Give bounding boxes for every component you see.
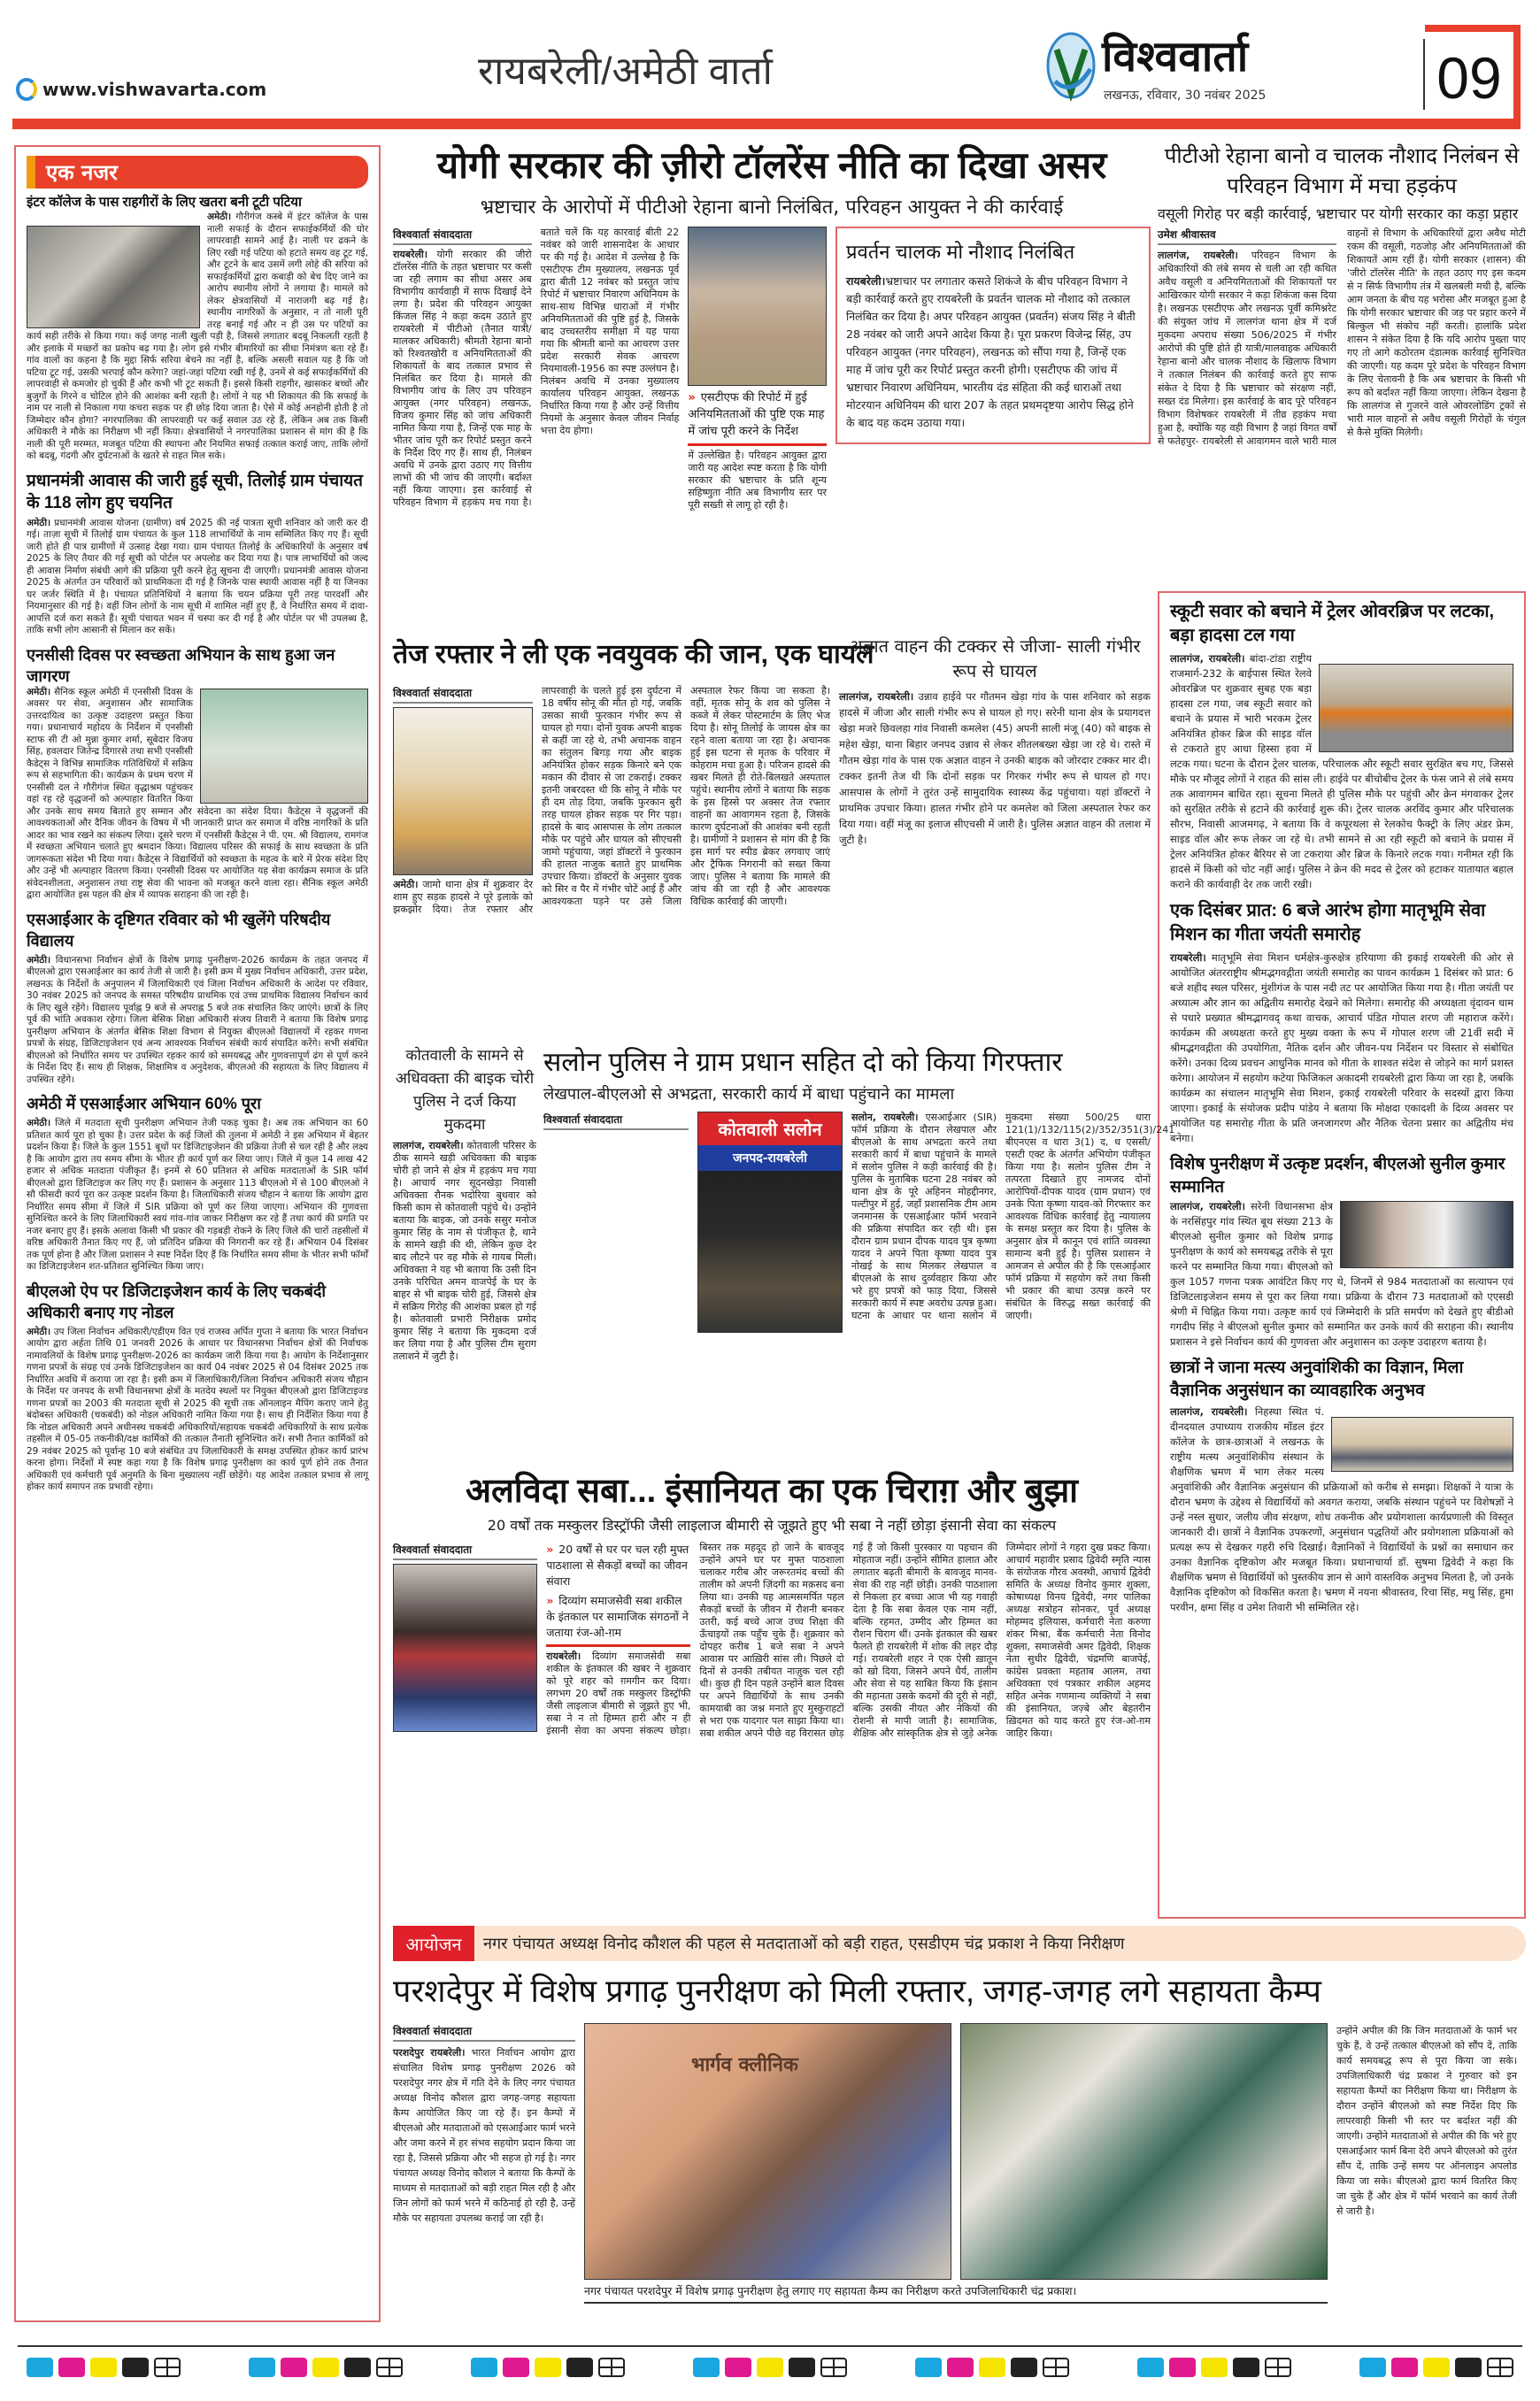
dateline-place: लालगंज, रायबरेली। bbox=[1170, 652, 1245, 665]
station-sign: कोतवाली सलोन bbox=[698, 1112, 842, 1145]
byline: विश्ववार्ता संवाददाता bbox=[393, 685, 533, 704]
lead-subhead: भ्रष्टाचार के आरोपों में पीटीओ रेहाना बानो निलंबित, परिवहन आयुक्त ने की कार्रवाई bbox=[480, 196, 1064, 219]
highlight-item bbox=[546, 1542, 690, 1589]
ncc-march-photo bbox=[200, 689, 368, 804]
article-body: जामो थाना क्षेत्र में शुक्रवार देर शाम हुए सड़क हादसे ने पूरे इलाके को झकझोर दिया। तेज रफ्तार और लापरवाही के चलते हुई इस दुर्घटना में 18 वर्षीय सोनू की मौत हो गई, जबकि उसका साथी फुरकान गंभीर रूप से घायल हो गया। दोनों युवक अपनी बाइक से कहीं जा रहे थे, तभी अचानक वाहन का संतुलन बिगड़ गया और बाइक अनियंत्रित होकर सड़क किनारे बने एक मकान की दीवार से जा टकराई। टक्कर इतनी जबरदस्त थी कि सोनू ने मौके पर ही दम तोड़ दिया, जबकि फुरकान बुरी तरह घायल होकर सड़क पर गिर पड़ा। हादसे के बाद आसपास के लोग तत्काल मौके पर पहुंचे और घायल को सीएचसी जामो पहुंचाया, जहां डॉक्टरों ने फुरकान की हालत नाजुक बताते हुए प्राथमिक उपचार किया। डॉक्टरों के अनुसार युवक को सिर व पैर में गंभीर चोटें आई हैं और आवश्यकता पड़ने पर उसे जिला अस्पताल रेफर किया जा सकता है। वहीं, मृतक सोनू के शव को पुलिस ने कब्जे में लेकर पोस्टमार्टम के लिए भेज दिया है। सोनू तिलोई के जायस क्षेत्र का रहने वाला बताया जा रहा है। अचानक हुई इस घटना से मृतक के परिवार में कोहराम मचा हुआ है। परिजन हादसे की खबर मिलते ही रोते-बिलखते अस्पताल पहुंचे। स्थानीय लोगों ने बताया कि सड़क के इस हिस्से पर अक्सर तेज रफ्तार वाहनों का आवागमन रहता है, जिसके कारण दुर्घटनाओं की आशंका बनी रहती है। ग्रामीणों ने प्रशासन से मांग की है कि इस मार्ग पर स्पीड ब्रेकर लगवाए जाएं और ट्रैफिक निगरानी को सख्त किया जाए। पुलिस ने बताया कि मामले की जांच की जा रही है और आवश्यक विधिक कार्रवाई की जाएगी। bbox=[393, 685, 830, 915]
dateline-place: रायबरेली। bbox=[546, 1651, 581, 1662]
dateline-place: अमेठी। bbox=[27, 954, 51, 966]
article-body: बांदा-टांडा राष्ट्रीय राजमार्ग-232 के बाईपास स्थित रेलवे ओवरब्रिज पर शुक्रवार सुबह एक बड़ा हादसा टल गया, जब स्कूटी सवार को बचाने के प्रयास में भारी भरकम ट्रेलर अनियंत्रित होकर ब्रिज की साइड वॉल से टकराते हुए आधा हिस्सा हवा में लटक गया। घटना के दौरान ट्रेलर चालक, परिचालक और स्कूटी सवार सुरक्षित बच गए, जिससे मौके पर मौजूद लोगों ने राहत की सांस ली। हाईवे पर बीचोबीच ट्रेलर के फंस जाने से लंबे समय तक आवागमन बाधित रहा। सूचना मिलते ही पुलिस मौके पर पहुंची और क्रेन मंगवाकर ट्रेलर को सुरक्षित तरीके से हटाने की कार्रवाई शुरू की। ट्रेलर चालक अरविंद कुमार और परिचालक सौरभ, निवासी आजमगढ़, ने बताया कि वे कपूरथला से रेलकोच फैक्ट्री के लिए अंडर फ्रेम, साइड वॉल और रूफ लेकर जा रहे थे। तभी सामने से आ रही स्कूटी को बचाने के प्रयास में ट्रेलर अनियंत्रित होकर बैरियर से जा टकराया और ब्रिज के किनारे लटक गया। गनीमत रही कि हादसे में किसी को चोट नहीं आई। पुलिस ने क्रेन की मदद से ट्रेलर को हटाकर यातायात बहाल कराने की कार्यवाही देर तक जारी रखी। bbox=[1170, 652, 1513, 890]
news-item bbox=[27, 194, 368, 463]
byline: उमेश श्रीवास्तव bbox=[1158, 227, 1336, 245]
article-body: जिले में मतदाता सूची पुनरीक्षण अभियान तेजी पकड़ चुका है। अब तक अभियान का 60 प्रतिशत कार्य पूरा हो चुका है। उत्तर प्रदेश के कई जिलों की तुलना में अमेठी ने इस अभियान में बेहतर प्रदर्शन किया है। जिले के कुल 1551 बूथों पर डिजिटाइजेशन की प्रक्रिया तेजी से चल रही है और लक्ष्य है कि आयोग द्वारा तय समय सीमा के भीतर ही कार्य पूर्ण कर लिया जाए। जिले में कुल 14 लाख 42 हजार से अधिक मतदाता पंजीकृत हैं। इनमें से 60 प्रतिशत से अधिक मतदाताओं के SIR फॉर्म बीएलओ द्वारा डिजिटाइज कर लिए गए हैं। प्रशासन के अनुसार 113 बीएलओ में से 100 बीएलओ ने सौ फीसदी कार्य पूरा कर उत्कृष्ट प्रदर्शन किया है। जिलाधिकारी संजय चौहान ने बताया कि आयोग द्वारा निर्धारित समय सीमा में जिले में SIR प्रक्रिया को पूर्ण कर लिया जाएगा। अभियान की गुणवत्ता सुनिश्चित करने के लिए जिलाधिकारी स्वयं गांव-गांव जाकर निरीक्षण कर रहे हैं तथा कार्य की प्रगति पर नजर बनाए हुए हैं। इसके अलावा किसी भी प्रकार की गड़बड़ी रोकने के लिए जिले की चारों तहसीलों में वरिष्ठ अधिकारी तैनात किए गए हैं, जो प्रतिदिन प्रक्रिया की निगरानी कर रहे हैं। अभियान 04 दिसंबर तक पूर्ण होना है और जिला प्रशासन ने स्पष्ट निर्देश दिए हैं कि निर्धारित समय सीमा के भीतर सभी फॉर्मों का डिजिटाइजेशन शत-प्रतिशत सुनिश्चित किया जाए। bbox=[27, 1118, 369, 1272]
headline: बीएलओ ऐप पर डिजिटाइजेशन कार्य के लिए चकबंदी अधिकारी बनाए गए नोडल bbox=[27, 1281, 327, 1321]
color-swatch bbox=[281, 2358, 307, 2377]
byline: विश्ववार्ता संवाददाता bbox=[393, 2023, 575, 2042]
article-body: कोतवाली परिसर के ठीक सामने खड़ी अधिवक्ता की बाइक चोरी हो जाने से क्षेत्र में हड़कंप मच गया है। आचार्य नगर सूदनखेड़ा निवासी अधिवक्ता रौनक भदोरिया बुधवार को किसी काम से कोतवाली पहुंचे थे। उन्होंने बताया कि बाइक, जो उनके ससुर मनोज कुमार सिंह के नाम से पंजीकृत है, थाने के सामने खड़ी की थी, लेकिन कुछ देर बाद लौटने पर वह मौके से गायब मिली। अधिवक्ता ने यह भी बताया कि उसी दिन उनके परिचित अमन वाजपेई के घर के बाहर से भी बाइक चोरी हुई, जिससे क्षेत्र में सक्रिय गिरोह की आशंका प्रबल हो गई है। कोतवाली प्रभारी निरीक्षक प्रमोद कुमार सिंह ने बताया कि मुकदमा दर्ज कर लिया गया है और पुलिस टीम सुराग तलाशने में जुटी है। bbox=[393, 1140, 536, 1362]
color-bar-group bbox=[693, 2358, 847, 2377]
color-swatch bbox=[1201, 2358, 1228, 2377]
color-swatch bbox=[1391, 2358, 1418, 2377]
dateline: लखनऊ, रविवार, 30 नवंबर 2025 bbox=[1104, 88, 1267, 103]
headline: एक दिसंबर प्रात: 6 बजे आरंभ होगा मातृभूमि सेवा मिशन का गीता जयंती समारोह bbox=[1170, 901, 1486, 944]
chevron-bullet-icon: » bbox=[546, 1543, 554, 1556]
color-swatch bbox=[471, 2358, 497, 2377]
pull-quote bbox=[688, 389, 827, 446]
color-swatch bbox=[757, 2358, 783, 2377]
color-bar-group bbox=[27, 2358, 181, 2377]
students-bus-photo bbox=[1331, 1417, 1513, 1472]
side-accident-item bbox=[839, 634, 1151, 848]
headline: एनसीसी दिवस पर स्वच्छता अभियान के साथ हुआ जन जागरण bbox=[27, 645, 335, 685]
photo-caption: नगर पंचायत परशदेपुर में विशेष प्रगाढ़ पुनरीक्षण हेतु लगाए गए सहायता कैम्प का निरीक्षण करते उपजिलाधिकारी चंद्र प्रकाश। bbox=[584, 2280, 1328, 2304]
event-banner-text: नगर पंचायत अध्यक्ष विनोद कौशल की पहल से मतदाताओं को बड़ी राहत, एसडीएम चंद्र प्रकाश ने किया निरीक्षण bbox=[483, 1935, 1125, 1953]
news-item bbox=[27, 1281, 368, 1494]
article-body-col4: उन्होंने अपील की कि जिन मतदाताओं के फार्म भर चुके हैं, वे उन्हें तत्काल बीएलओ को सौंप दें, ताकि कार्य समयबद्ध रूप से पूरा किया जा सके। उपजिलाधिकारी चंद्र प्रकाश ने गुरुवार को इन सहायता कैम्पों का निरीक्षण किया था। निरीक्षण के दौरान उन्होंने बीएलओ को स्पष्ट निर्देश दिए कि लापरवाही किसी भी स्तर पर बर्दाश्त नहीं की जाएगी। उन्होंने मतदाताओं से अपील की कि भरे हुए एसआईआर फार्म बिना देरी अपने बीएलओ को तुरंत सौंप दें, ताकि उन्हें समय पर ऑनलाइन अपलोड किया जा सके। बीएलओ द्वारा फार्म वितरित किए जा चुके हैं और क्षेत्र में फॉर्म भरवाने का कार्य तेजी से जारी है। bbox=[1336, 2025, 1517, 2217]
sidebar-headline: प्रवर्तन चालक मो नौशाद निलंबित bbox=[846, 241, 1075, 263]
color-swatch bbox=[58, 2358, 85, 2377]
news-item bbox=[27, 909, 368, 1087]
dateline-place: अमेठी। bbox=[27, 1118, 51, 1128]
color-swatch bbox=[947, 2358, 974, 2377]
victim-photo bbox=[393, 707, 533, 875]
dateline-place: रायबरेली। bbox=[393, 249, 427, 260]
color-bar-group bbox=[249, 2358, 403, 2377]
trailer-crane-photo bbox=[1319, 664, 1513, 752]
registration-crosshair-icon bbox=[154, 2358, 181, 2377]
color-swatch bbox=[693, 2358, 720, 2377]
news-item bbox=[27, 470, 368, 637]
color-swatch bbox=[1011, 2358, 1037, 2377]
right-news-box bbox=[1158, 591, 1526, 1919]
registration-crosshair-icon bbox=[820, 2358, 847, 2377]
article-body: निहस्था स्थित पं. दीनदयाल उपाध्याय राजकीय मॉडल इंटर कॉलेज के छात्र-छात्राओं ने लखनऊ के राष्ट्रीय मत्स्य अनुवांशिकीय संस्थान के शैक्षणिक भ्रमण में भाग लेकर मत्स्य अनुवांशिकी और वैज्ञानिक अनुसंधान की प्रक्रियाओं को करीब से समझा। शिक्षकों ने यात्रा के दौरान भ्रमण के उद्देश्य से विद्यार्थियों को अवगत कराया, जबकि संस्थान पहुंचने पर विशेषज्ञों ने उन्हें नस्ल सुधार, जलीय जीव संरक्षण, शोध तकनीक और प्रयोगशाला कार्यप्रणाली की विस्तृत जानकारी दी। छात्रों ने वैज्ञानिक उपकरणों, अनुसंधान पद्धतियों और प्रयोगशाला प्रक्रियाओं को प्रत्यक्ष रूप से देखकर गहरी रुचि दिखाई। वैज्ञानिकों ने विद्यार्थियों के प्रश्नों का समाधान कर उनका वैज्ञानिक दृष्टिकोण और मजबूत किया। प्रधानाचार्या डॉ. सुषमा द्विवेदी ने कहा कि शैक्षणिक भ्रमण से विद्यार्थियों को पुस्तकीय ज्ञान से आगे वास्तविक अनुभव मिलता है, जो उनके वैज्ञानिक दृष्टिकोण को विकसित करता है। भ्रमण में नयना श्रीवास्तव, रिचा सिंह, मधु सिंह, हुमा परवीन, क्षमा सिंह व उमेश तिवारी भी सम्मिलित रहे। bbox=[1170, 1405, 1513, 1613]
color-swatch bbox=[1137, 2358, 1164, 2377]
camp-story bbox=[393, 1968, 1526, 2304]
headline: विशेष पुनरीक्षण में उत्कृष्ट प्रदर्शन, बीएलओ सुनील कुमार सम्मानित bbox=[1170, 1155, 1505, 1197]
police-station-photo bbox=[697, 1112, 843, 1333]
byline: विश्ववार्ता संवाददाता bbox=[393, 227, 532, 245]
article-body: गौरीगंज कस्बे में इंटर कॉलेज के पास नाली सफाई के दौरान सफाईकर्मियों की घोर लापरवाही सामने आई है। नाली पर ढकने के लिए रखी गई पटिया को हटाते समय वह टूट गई, और टूटने के बाद उसमें लगी लोहे की सरिया को सफाईकर्मियों द्वारा कबाड़ी को बेच दिए जाने का आरोप स्थानीय लोगों ने लगाया है। मामले को लेकर क्षेत्रवासियों में नाराजगी बढ़ गई है। स्थानीय नागरिकों के अनुसार, न तो नाली पूरी तरह बनाई गई और न ही उस पर पटियों का कार्य सही तरीके से किया गया। कई जगह नाली खुली पड़ी है, जिससे लगातार बदबू निकलती रहती है और इलाके में मच्छरों का प्रकोप बढ़ गया है। लोग इसे गंभीर बीमारियों का सीधा निमंत्रण बता रहे हैं। गांव वालों का कहना है कि मुद्दा सिर्फ सरिया बेचने का नहीं है, बल्कि असली सवाल यह है कि जो पटिया टूट गई, उसकी भरपाई कौन करेगा? जहां-जहां पटिया रखी गई है, उनमें से कई सफाईकर्मियों की लापरवाही से कमजोर हो चुकी हैं और कभी भी टूट सकती हैं। इससे किसी राहगीर, खासकर बच्चों और बुजुर्गों के गिरने व चोटिल होने की आशंका बनी रहती है। लोगों ने यह भी शिकायत की कि सफाई के नाम पर नाली से निकाला गया कचरा सड़क पर ही छोड़ दिया जाता है। ऐसे में कोई अनहोनी होती है तो जिम्मेदार कौन होगा? नगरपालिका की लापरवाही पर कई सवाल उठ रहे हैं, लेकिन अब तक किसी अधिकारी ने मौके का निरीक्षण भी नहीं किया। क्षेत्रवासियों ने नगरपालिका प्रशासन से मांग की है कि नाली की पूरी मरम्मत, मजबूत पटिया की स्थापना और नियमित सफाई तत्काल कराई जाए, ताकि लोगों को बदबू, गंदगी और दुर्घटनाओं के खतरे से राहत मिल सके। bbox=[27, 212, 368, 461]
article-body: भारत निर्वाचन आयोग द्वारा संचालित विशेष प्रगाढ़ पुनरीक्षण 2026 को परशदेपुर नगर क्षेत्र में गति देने के लिए नगर पंचायत अध्यक्ष विनोद कौशल द्वारा जगह-जगह सहायता कैम्प आयोजित किए जा रहे हैं। इन कैम्पों में बीएलओ और मतदाताओं को एसआईआर फार्म भरने और जमा करने में हर संभव सहयोग प्रदान किया जा रहा है, जिससे प्रक्रिया और भी सहज हो गई है। नगर पंचायत अध्यक्ष विनोद कौशल ने बताया कि कैम्पों के माध्यम से मतदाताओं को बड़ी राहत मिल रही है और जिन लोगों को फार्म भरने में कठिनाई हो रही है, उन्हें मौके पर सहायता उपलब्ध कराई जा रही है। bbox=[393, 2047, 575, 2224]
highlight-text: 20 वर्षों से घर पर चल रही मुफ्त पाठशाला से सैकड़ों बच्चों का जीवन संवारा bbox=[546, 1543, 689, 1588]
color-swatch bbox=[789, 2358, 815, 2377]
camp-photo-2 bbox=[960, 2023, 1328, 2280]
broken-slab-photo bbox=[27, 226, 200, 328]
website-link[interactable] bbox=[16, 78, 266, 101]
color-bar-group bbox=[471, 2358, 625, 2377]
article-body: एसआईआर (SIR) फॉर्म प्रक्रिया के दौरान लेखपाल और बीएलओ के साथ अभद्रता करने तथा सरकारी कार्य में बाधा पहुंचाने के मामले में सलोन पुलिस ने कड़ी कार्रवाई की है। पुलिस के मुताबिक घटना 28 नवंबर को थाना क्षेत्र के पूरे अहिनन मोहद्दीनगर, पल्टीपुर में हुई, जहाँ प्रशासनिक टीम आम जनमानस के एसआईआर फॉर्म भरवाने की प्रक्रिया संपादित कर रही थी। इस दौरान ग्राम प्रधान दीपक यादव पुत्र कृष्णा यादव ने अपने पिता कृष्णा यादव पुत्र नोखई के साथ मिलकर लेखपाल व बीएलओ के साथ दुर्व्यवहार किया और भरे हुए प्रपत्रों को फाड़ दिया, जिससे सरकारी कार्य में स्पष्ट अवरोध उत्पन्न हुआ। घटना के आधार पर थाना सलोन में मुकदमा संख्या 500/25 धारा 121(1)/132/115(2)/352/351(3)/241 बीएनएस व धारा 3(1) द, ध एससी/एसटी एक्ट के अंतर्गत अभियोग पंजीकृत किया गया है। सलोन पुलिस टीम ने तत्परता दिखाते हुए नामजद दोनों आरोपियों-दीपक यादव (ग्राम प्रधान) एवं उनके पिता कृष्णा यादव-को गिरफ्तार कर आवश्यक विधिक कार्रवाई हेतु न्यायालय के समक्ष प्रस्तुत कर दिया है। पुलिस के अनुसार क्षेत्र में कानून एवं शांति व्यवस्था सामान्य बनी हुई है। पुलिस प्रशासन ने आमजन से अपील की है कि एसआईआर फॉर्म प्रक्रिया में सहयोग करें तथा किसी भी प्रकार की बाधा उत्पन्न करने पर संबंधित के विरुद्ध सख्त कार्रवाई की जाएगी। bbox=[851, 1112, 1175, 1321]
article-body: सैनिक स्कूल अमेठी में एनसीसी दिवस के अवसर पर सेवा, अनुशासन और सामाजिक उत्तरदायित्व का उत्कृष्ट उदाहरण प्रस्तुत किया गया। प्रधानाचार्य महोदय के निर्देशन में एनसीसी स्टाफ सी टी ओ मुन्ना कुमार शर्मा, सूबेदार विजय सिंह, हवलदार जितेन्द्र दिगारसे तथा सभी एनसीसी कैडेट्स ने विभिन्न सामाजिक गतिविधियों में सक्रिय रूप से सहभागिता की। कार्यक्रम के प्रथम चरण में एनसीसी दल ने गौरीगंज स्थित वृद्धाश्रम पहुंचकर वहां रह रहे वृद्धजनों को अल्पाहार वितरित किया और उनके साथ समय बिताते हुए सम्मान और संवेदना का संदेश दिया। कैडेट्स ने वृद्धजनों की आवश्यकताओं और दैनिक जीवन के विषय में भी जानकारी प्राप्त कर समाज में वरिष्ठ नागरिकों के प्रति आदर का भाव रखने का संकल्प लिया। दूसरे चरण में एनसीसी कैडेट्स ने पी. एम. श्री विद्यालय, रामगंज में स्वच्छता अभियान चलाते हुए श्रमदान किया। विद्यालय परिसर की सफाई के साथ स्वच्छता के प्रति जागरूकता संदेश भी दिया गया। कैडेट्स ने विद्यार्थियों को स्वच्छता के महत्व के बारे में प्रेरक संदेश दिए और उन्हें भी अल्पाहार वितरण किया। एनसीसी दिवस पर आयोजित यह सेवा कार्यक्रम समाज के प्रति संवेदनशीलता, अनुशासन तथा राष्ट्र सेवा की भावना को मजबूत करने वाला रहा। सैनिक स्कूल अमेठी द्वारा आयोजित इस पहल की क्षेत्र में व्यापक सराहना की जा रही है। bbox=[27, 686, 368, 900]
highlight-text: दिव्यांग समाजसेवी सबा शकील के इंतकाल पर सामाजिक संगठनों ने जताया रंज-ओ-ग़म bbox=[546, 1594, 689, 1639]
color-swatch bbox=[915, 2358, 942, 2377]
bike-theft-story bbox=[393, 1044, 536, 1363]
subhead: लेखपाल-बीएलओ से अभद्रता, सरकारी कार्य में बाधा पहुंचाने का मामला bbox=[543, 1085, 955, 1104]
footer-rule bbox=[18, 2345, 1522, 2347]
color-swatch bbox=[1169, 2358, 1196, 2377]
dateline-place: रायबरेली। bbox=[846, 274, 886, 288]
headline: अलविदा सबा... इंसानियत का एक चिराग़ और बुझा bbox=[465, 1473, 1079, 1510]
article-body: उप जिला निर्वाचन अधिकारी/एडीएम वित एवं राजस्व अर्पित गुप्ता ने बताया कि भारत निर्वाचन आयोग द्वारा अर्हता तिथि 01 जनवरी 2026 के आधार पर विधानसभा निर्वाचन क्षेत्रों की निर्वाचक नामावलियों के विशेष प्रगाढ़ पुनरीक्षण-2026 का कार्यक्रम जारी किया गया है। आयोग के निर्देशानुसार गणना प्रपत्रों के संग्रह एवं उनके डिजिटाइजेशन का कार्य 04 नवंबर 2025 से 04 दिसंबर 2025 तक निर्धारित अवधि में कराया जा रहा है। इसी क्रम में जिलाधिकारी/जिला निर्वाचन अधिकारी संजय चौहान के निर्देश पर जनपद के सभी विधानसभा क्षेत्रों के मतदेय स्थलों पर नियुक्त बीएलओ द्वारा डिजिटाइज्ड गणना प्रपत्रों का 2003 की मतदाता सूची से 2025 की सूची तक ऑनलाइन मैपिंग कराए जाने हेतु बंदोबस्त अधिकारी (चकबंदी) को नोडल अधिकारी नामित किया गया है। साथ ही निर्देशित किया गया है कि नोडल अधिकारी अपने अधीनस्थ चकबंदी अधिकारियों/सहायक चकबंदी अधिकारियों के साथ प्रत्येक तहसील में 05-05 तकनीकी/दक्ष कार्मिकों की तत्काल तैनाती सुनिश्चित करें। सभी तैनात कार्मिकों को 29 नवंबर 2025 को पूर्वान्ह 10 बजे संबंधित उप जिलाधिकारी के समक्ष उपस्थित होकर कार्य प्रारंभ करना होगा। निर्देशों में स्पष्ट कहा गया है कि विशेष प्रगाढ़ पुनरीक्षण का कार्य पूर्ण होने तक तैनात अधिकारी एवं कर्मचारी पूर्व अनुमति के बिना मुख्यालय नहीं छोड़ेंगे। यह आदेश तत्काल प्रभाव से लागू होकर कार्य समापन तक प्रभावी रहेगा। bbox=[27, 1326, 368, 1492]
district-sign: जनपद-रायबरेली bbox=[698, 1145, 842, 1171]
color-swatch bbox=[1233, 2358, 1259, 2377]
color-swatch bbox=[1423, 2358, 1450, 2377]
highlight-item bbox=[546, 1593, 690, 1641]
headline: परशदेपुर में विशेष प्रगाढ़ पुनरीक्षण को मिली रफ्तार, जगह-जगह लगे सहायता कैम्प bbox=[393, 1973, 1321, 2009]
dateline-place: लालगंज, रायबरेली। bbox=[1170, 1200, 1246, 1212]
news-item bbox=[1170, 1153, 1513, 1350]
article-body: उन्नाव हाईवे पर गौतमन खेड़ा गांव के पास शनिवार को सड़क हादसे में जीजा और साली गंभीर रूप से घायल हो गए। सरेनी थाना क्षेत्र के प्रयागदत्त खेड़ा मजरे छिवलहा गांव निवासी कमलेश (45) अपनी साली मंजू (40) को बाइक से महेश खेड़ा, थाना बिहार जनपद उन्नाव से लेकर शीतलबख्श खेड़ा जा रहे थे। रास्ते में गौतम खेड़ा गांव के पास एक अज्ञात वाहन ने उनकी बाइक को जोरदार टक्कर मार दी। टक्कर इतनी तेज थी कि दोनों सड़क पर गिरकर गंभीर रूप से घायल हो गए। आसपास के लोगों ने तुरंत उन्हें सामुदायिक स्वास्थ्य केंद्र पहुंचाया। यहां डॉक्टरों ने प्राथमिक उपचार किया। हालत गंभीर होने पर कमलेश को जिला अस्पताल रेफर कर दिया गया। वहीं मंजू का इलाज सीएचसी में जारी है। पुलिस अज्ञात वाहन की तलाश में जुटी है। bbox=[839, 690, 1151, 846]
color-swatch bbox=[503, 2358, 529, 2377]
news-item bbox=[1170, 600, 1513, 892]
article-body: दिव्यांग समाजसेवी सबा शकील के इंतकाल की खबर ने शुक्रवार को पूरे शहर को ग़मगीन कर दिया। लगभग 20 वर्षों तक मस्कुलर डिस्ट्रॉफी जैसी लाइलाज बीमारी से जूझते हुए भी, सबा ने न तो हिम्मत हारी और न ही इंसानी सेवा का अपना संकल्प छोड़ा। बिस्तर तक महदूद हो जाने के बावजूद उन्होंने अपने घर पर मुफ्त पाठशाला चलाकर गरीब और जरूरतमंद बच्चों की तालीम को अपनी ज़िंदगी का मक़सद बना लिया था। उनकी यह आत्मसमर्पित पहल सैकड़ों बच्चों के जीवन में रौशनी बनकर उतरी, कई बच्चे आज उच्च शिक्षा की ऊँचाइयों तक पहुँच चुके हैं। शुक्रवार को दोपहर करीब 1 बजे सबा ने अपने आवास पर आख़िरी सांस ली। पिछले दो दिनों से उनकी तबीयत नाज़ुक चल रही थी। कुछ ही दिन पहले उन्होंने बाल दिवस पर अपने विद्यार्थियों के साथ उनकी कामयाबी का जश्न मनाते हुए मुस्कुराहटों से भरा एक यादगार पल साझा किया था। सबा शकील अपने पीछे वह विरासत छोड़ गई हैं जो किसी पुरस्कार या पहचान की मोहताज नहीं। उन्होंने सीमित हालात और लगातार बढ़ती बीमारी के बावजूद मानव-सेवा की राह नहीं छोड़ी। उनकी पाठशाला से निकला हर बच्चा आज भी यह गवाही देता है कि सबा केवल एक नाम नहीं, बल्कि रहमत, उम्मीद और हिम्मत का रौशन चिराग थीं। उनके इंतकाल की खबर फैलते ही रायबरेली में शोक की लहर दौड़ गई। रायबरेली शहर ने एक ऐसी ख़ातून को खो दिया, जिसने अपने धैर्य, तालीम और सेवा से यह साबित किया कि इंसान की महानता उसके कदमों की दूरी से नहीं, बल्कि उसकी नीयत और नेकियों की रोशनी से मापी जाती है। सामाजिक, शैक्षिक और सांस्कृतिक क्षेत्र से जुड़े अनेक जिम्मेदार लोगों ने गहरा दुख प्रकट किया। आचार्य महावीर प्रसाद द्विवेदी स्मृति न्यास के संयोजक गौरव अवस्थी, आचार्य द्विवेदी समिति के अध्यक्ष विनोद कुमार शुक्ला, कोषाध्यक्ष विनय द्विवेदी, नगर पालिका अध्यक्ष सत्रोहन सोनकर, पूर्व अध्यक्ष मोहम्मद इलियास, कर्मचारी नेता करुणा शंकर मिश्रा, बैंक कर्मचारी नेता विनोद शुक्ला, समाजसेवी अमर द्विवेदी, शिक्षक नेता सुधीर द्विवेदी, चंद्रमणि बाजपेई, कांग्रेस प्रवक्ता महताब आलम, तथा अधिवक्ता एवं पत्रकार शकील अहमद सहित अनेक गणमान्य व्यक्तियों ने सबा की इंसानियत, जज़्बे और बेहतरीन ख़िदमत को याद करते हुए रंज-ओ-ग़म जाहिर किया। bbox=[546, 1542, 1151, 1739]
news-item bbox=[1170, 899, 1513, 1146]
subhead: 20 वर्षों तक मस्कुलर डिस्ट्रॉफी जैसी लाइलाज बीमारी से जूझते हुए भी सबा ने नहीं छोड़ा इंसानी सेवा का संकल्प bbox=[487, 1517, 1057, 1534]
dateline-place: लालगंज, रायबरेली। bbox=[393, 1140, 464, 1151]
page-number-box bbox=[1425, 25, 1521, 129]
headline: अमेठी में एसआईआर अभियान 60% पूरा bbox=[27, 1095, 261, 1112]
dateline-place: अमेठी। bbox=[27, 1326, 51, 1337]
headline: कोतवाली के सामने से अधिवक्ता की बाइक चोरी पुलिस ने दर्ज किया मुकदमा bbox=[395, 1047, 535, 1134]
color-swatch bbox=[566, 2358, 593, 2377]
event-tag: आयोजन bbox=[393, 1926, 474, 1961]
color-swatch bbox=[90, 2358, 117, 2377]
section-tag: एक नजर bbox=[27, 156, 368, 189]
vishwavarta-logo-icon bbox=[1046, 30, 1096, 103]
section-title: रायबरेली/अमेठी वार्ता bbox=[478, 50, 773, 93]
chevron-bullet-icon: » bbox=[688, 391, 696, 404]
article-body: विधानसभा निर्वाचन क्षेत्रों के विशेष प्रगाढ़ पुनरीक्षण-2026 कार्यक्रम के तहत जनपद में बीएलओ द्वारा एसआईआर का कार्य तेजी से जारी है। इसी क्रम में मुख्य निर्वाचन अधिकारी, उत्तर प्रदेश, लखनऊ के निर्देशों के अनुपालन में जिलाधिकारी एवं जिला निर्वाचन अधिकारी के आदेश पर रविवार, 30 नवंबर 2025 को जनपद के समस्त परिषदीय प्राथमिक एवं उच्च प्राथमिक विद्यालय निर्वाचन कार्य के लिए खुले रहेंगे। विद्यालय पूर्वाह्न 9 बजे से अपराह्न 5 बजे तक संचालित किए जाएंगे। छात्रों के लिए पूर्व की भांति अवकाश रहेगा। जिला बेसिक शिक्षा अधिकारी संजय तिवारी ने बताया कि विशेष प्रगाढ़ पुनरीक्षण अभियान के अंतर्गत बेसिक शिक्षा विभाग से नियुक्त बीएलओ विद्यालयों में रहकर गणना प्रपत्रों के संग्रह, डिजिटाइजेशन एवं अन्य आवश्यक निर्वाचन संबंधी कार्य संपादित करेंगे। सभी संबंधित बीएलओ को निर्धारित समय पर उपस्थित रहकर कार्य को समयबद्ध और गुणवत्तापूर्ण ढंग से पूर्ण करने के निर्देश दिए हैं। साथ ही शिक्षक, शिक्षामित्र व अनुदेशक, बीएलओ की सहायता के लिए विद्यालय में उपस्थित रहेंगे। bbox=[27, 954, 368, 1085]
registration-crosshair-icon bbox=[1043, 2358, 1069, 2377]
dateline-place: रायबरेली। bbox=[1170, 951, 1206, 964]
subhead: वसूली गिरोह पर बड़ी कार्रवाई, भ्रष्टाचार पर योगी सरकार का कड़ा प्रहार bbox=[1158, 205, 1519, 222]
saba-wheelchair-photo bbox=[393, 1564, 537, 1732]
dateline-place: सलोन, रायबरेली। bbox=[851, 1112, 919, 1123]
chevron-bullet-icon: » bbox=[546, 1594, 554, 1607]
registration-crosshair-icon bbox=[1265, 2358, 1291, 2377]
dateline-place: अमेठी। bbox=[393, 879, 419, 890]
news-item bbox=[27, 1093, 368, 1274]
clinic-sign: भार्गव क्लीनिक bbox=[691, 2054, 798, 2076]
logo-name: विश्ववार्ता bbox=[1102, 34, 1249, 81]
blo-felicitation-photo bbox=[1340, 1201, 1513, 1268]
byline: विश्ववार्ता संवाददाता bbox=[543, 1112, 689, 1130]
color-swatch bbox=[1455, 2358, 1482, 2377]
website-url: www.vishwavarta.com bbox=[42, 79, 267, 100]
dateline-place: लालगंज, रायबरेली। bbox=[1158, 250, 1238, 261]
highlights bbox=[546, 1542, 690, 1647]
color-swatch bbox=[122, 2358, 149, 2377]
headline: छात्रों ने जाना मत्स्य अनुवांशिकी का विज्ञान, मिला वैज्ञानिक अनुसंधान का व्यावहारिक अनुभव bbox=[1170, 1358, 1464, 1400]
sidebar-box bbox=[835, 227, 1151, 444]
headline: इंटर कॉलेज के पास राहगीरों के लिए खतरा बनी टूटी पटिया bbox=[27, 195, 302, 210]
dateline-place: अमेठी। bbox=[27, 517, 51, 528]
color-bar-group bbox=[1137, 2358, 1291, 2377]
color-swatch bbox=[1359, 2358, 1386, 2377]
sidebar-body: भ्रष्टाचार पर लगातार कसते शिकंजे के बीच परिवहन विभाग ने बड़ी कार्रवाई करते हुए रायबरेली के प्रवर्तन चालक मो नौशाद को तत्काल निलंबित कर दिया है। अपर परिवहन आयुक्त (प्रवर्तन) संजय सिंह ने बीती 28 नवंबर को जारी अपने आदेश किया है। पूरा प्रकरण विजेन्द्र सिंह, उप परिवहन आयुक्त (नगर परिवहन), लखनऊ को सौंपा गया है, जिन्हें एक माह में जांच पूरी कर रिपोर्ट प्रस्तुत करनी होगी। एसटीएफ की जांच में भ्रष्टाचार निवारण अधिनियम, भारतीय दंड संहिता की कई धाराओं तथा मोटरयान अधिनियम की धारा 207 के तहत प्रथमदृष्टया आरोप सिद्ध होने के बाद यह कदम उठाया गया। bbox=[846, 274, 1136, 429]
color-swatch bbox=[312, 2358, 339, 2377]
article-body: परिवहन विभाग के अधिकारियों की लंबे समय से चली आ रही कथित अवैध वसूली व अनियमितताओं की शिकायतों पर आखिरकार योगी सरकार ने कड़ा शिकंजा कस दिया है। लखनऊ एसटीएफ और लखनऊ पूर्वी कमिश्नरेट की संयुक्त जांच में लालगंज थाना क्षेत्र में दर्ज मुकदमा अपराध संख्या 506/2025 में गंभीर आरोपों की पुष्टि होते ही यात्री/मालवाहक अधिकारी रेहाना बानो और चालक नौशाद के खिलाफ विभाग ने तत्काल निलंबन की कार्रवाई करते हुए साफ संकेत दे दिया है कि भ्रष्टाचार को संरक्षण नहीं, सख्त दंड मिलेगा। इस कार्रवाई के बाद पूरे परिवहन विभाग विशेषकर रायबरेली में तीव्र हड़कंप मचा हुआ है, क्योंकि यह वही विभाग है जहां विगत वर्षों से फतेहपुर- रायबरेली से आवागमन वाले भारी माल वाहनों से विभाग के अधिकारियों द्वारा अवैध मोटी रकम की वसूली, गठजोड़ और अनियमितताओं की शिकायतें आम रहीं हैं। योगी सरकार (शासन) की 'जीरो टॉलरेंस नीति' के तहत उठाए गए इस कदम से न सिर्फ विभागीय तंत्र में खलबली मची है, बल्कि आम जनता के बीच यह भरोसा और मजबूत हुआ है कि योगी सरकार भ्रष्टाचार की जड़ पर प्रहार करने में बिल्कुल भी संकोच नहीं करती। हालांकि प्रदेश शासन ने संकेत दिया है कि यदि आरोप पुख्ता पाए गए तो आगे कठोरतम दंडात्मक कार्रवाई सुनिश्चित की जाएगी। यह कदम पूरे प्रदेश के परिवहन विभाग के लिए चेतावनी है कि अब भ्रष्टाचार के किसी भी रूप को बर्दाश्त नहीं किया जाएगा। लेकिन देखना है कि लालगंज से गुजरने वाले ओवरलोडिंग ट्रकों से भारी माल वाहनों से अवैध वसूली गिरोहों के चंगुल से कैसे मुक्ति मिलेगी। bbox=[1158, 227, 1526, 447]
header-rule bbox=[12, 119, 1521, 129]
article-body-continued: में उल्लेखित है। परिवहन आयुक्त द्वारा जारी यह आदेश स्पष्ट करता है कि योगी सरकार की भ्रष्टाचार के प्रति शून्य सहिष्णुता नीति अब विभागीय स्तर पर पूरी सख्ती से लागू हो रही है। bbox=[688, 450, 827, 511]
color-swatch bbox=[27, 2358, 53, 2377]
dateline-place: परशदेपुर रायबरेली। bbox=[393, 2047, 466, 2059]
color-swatch bbox=[249, 2358, 275, 2377]
color-swatch bbox=[344, 2358, 371, 2377]
lead-story bbox=[393, 142, 1151, 512]
pull-quote-text: एसटीएफ की रिपोर्ट में हुई अनियमितताओं की पुष्टि एक माह में जांच पूरी करने के निर्देश bbox=[688, 391, 825, 438]
registration-marks bbox=[27, 2358, 1513, 2377]
headline: स्कूटी सवार को बचाने में ट्रेलर ओवरब्रिज पर लटका, बड़ा हादसा टल गया bbox=[1170, 602, 1495, 645]
dateline-place: लालगंज, रायबरेली। bbox=[839, 690, 914, 703]
page-number: 09 bbox=[1436, 45, 1502, 111]
headline: तेज रफ्तार ने ली एक नवयुवक की जान, एक घायल bbox=[393, 640, 874, 669]
headline: अज्ञात वाहन की टक्कर से जीजा- साली गंभीर रूप से घायल bbox=[849, 635, 1141, 681]
article-body: योगी सरकार की जीरो टॉलरेंस नीति के तहत भ्रष्टाचार पर कसी जा रही लगाम का सीधा असर अब विभागीय कार्यवाही में साफ दिखाई देने लगा है। प्रदेश की परिवहन आयुक्त किंजल सिंह ने कड़ा कदम उठाते हुए रायबरेली में पीटीओ (तैनात यात्री/मालकर अधिकारी) श्रीमती रेहाना बानो को रिश्वतखोरी व अनियमितताओं की शिकायतों के बाद तत्काल प्रभाव से निलंबित कर दिया है। मामले की विभागीय जांच के लिए उप परिवहन आयुक्त (नगर परिवहन) लखनऊ, विजय कुमार सिंह को जांच अधिकारी नामित किया गया है, जिन्हें एक माह के भीतर जांच पूरी कर रिपोर्ट प्रस्तुत करने के निर्देश दिए गए हैं। साथ ही, निलंबन अवधि में उनके द्वारा उठाए गए वित्तीय लाभों की भी जांच की जाएगी। बर्दाश्त नहीं किया जाएगा। इस कार्रवाई से परिवहन विभाग में हड़कंप मच गया है। बताते चलें कि यह कारवाई बीती 22 नवंबर को जारी शासनादेश के आधार पर की गई है। आदेश में उल्लेख है कि एसटीएफ टीम मुख्यालय, लखनऊ पूर्व द्वारा बीती 12 नवंबर को प्रस्तुत जांच रिपोर्ट में भ्रष्टाचार निवारण अधिनियम के साथ-साथ विभिन्न धाराओं में गंभीर अनियमितताओं की पुष्टि हुई है, जिसके बाद उच्चस्तरीय समीक्षा में यह पाया गया कि श्रीमती बानो का आचरण उत्तर प्रदेश सरकारी सेवक आचरण नियमावली-1956 का स्पष्ट उल्लंघन है। निलंबन अवधि में उनका मुख्यालय कार्यालय परिवहन आयुक्त, लखनऊ निर्धारित किया गया है और उन्हें वित्तीय नियमों के अनुसार केवल जीवन निर्वाह भत्ता देय होगा। bbox=[393, 227, 680, 508]
byline: विश्ववार्ता संवाददाता bbox=[393, 1542, 537, 1560]
news-item bbox=[27, 644, 368, 902]
news-item bbox=[1170, 1357, 1513, 1615]
dateline-place: लालगंज, रायबरेली। bbox=[1170, 1405, 1248, 1418]
registration-crosshair-icon bbox=[598, 2358, 625, 2377]
ek-nazar-column bbox=[14, 145, 381, 2322]
dateline-place: अमेठी। bbox=[27, 686, 51, 697]
headline: प्रधानमंत्री आवास की जारी हुई सूची, तिलोई ग्राम पंचायत के 118 लोग हुए चयनित bbox=[27, 471, 363, 512]
article-body: प्रधानमंत्री आवास योजना (ग्रामीण) वर्ष 2025 की नई पात्रता सूची शनिवार को जारी कर दी गई। ताज़ा सूची में तिलोई ग्राम पंचायत के कुल 118 लाभार्थियों के नाम सम्मिलित किए गए हैं। सूची जारी होते ही पात्र ग्रामीणों में उत्साह देखा गया। ग्राम पंचायत तिलोई के अधिकारियों के अनुसार वर्ष 2025 के लिए तैयार की गई सूची को पोर्टल पर अपलोड कर दिया गया है। पात्र लाभार्थियों को जल्द ही आवास निर्माण संबंधी आगे की प्रक्रिया पूरी करने हेतु सूचना दी जाएगी। प्रधानमंत्री आवास योजना 2025 के अंतर्गत उन परिवारों को प्राथमिकता दी गई है जिनके पास स्थायी आवास नहीं है या जिनका घर जर्जर स्थिति में है। पंचायत प्रतिनिधियों ने बताया कि चयन प्रक्रिया पूरी तरह पारदर्शी और नियमानुसार की गई है। वहीं जिन लोगों के नाम सूची में शामिल नहीं हुए हैं, वे निर्धारित समय में दावा-आपत्ति दर्ज करा सकते हैं। सूची पंचायत भवन में चस्पा कर दी गई है और पोर्टल पर भी उपलब्ध है, ताकि सभी लोग आसानी से मिलान कर सकें। bbox=[27, 517, 368, 635]
registration-crosshair-icon bbox=[376, 2358, 403, 2377]
saba-tribute-story bbox=[393, 1469, 1151, 1740]
color-bar-group bbox=[1359, 2358, 1513, 2377]
color-swatch bbox=[979, 2358, 1005, 2377]
transport-dept-story bbox=[1158, 142, 1526, 448]
article-body: सरेनी विधानसभा क्षेत्र के नरसिंहपुर गांव स्थित बूथ संख्या 213 के बीएलओ सुनील कुमार को विशेष प्रगाढ़ पुनरीक्षण के कार्य को समयबद्ध तरीके से पूरा करने पर सम्मानित किया गया। बीएलओ को कुल 1057 गणना पत्रक आवंटित किए गए थे, जिनमें से 984 मतदाताओं का सत्यापन एवं डिजिटलाइजेशन समय से पूरा कर लिया गया। प्रक्रिया के दौरान 73 मतदाताओं को एएसडी श्रेणी में चिह्नित किया गया। उत्कृष्ट कार्य एवं जिम्मेदारी के प्रति समर्पण को देखते हुए बीडीओ गगदीप सिंह ने बीएलओ सुनील कुमार को सम्मानित कर उनके कार्य की सराहना की। स्थानीय प्रशासन ने इसे निर्वाचन कार्य की गुणवत्ता और अनुशासन का उत्कृष्ट उदाहरण बताया है। bbox=[1170, 1200, 1513, 1348]
color-bar-group bbox=[915, 2358, 1069, 2377]
dateline-place: अमेठी। bbox=[207, 212, 232, 222]
camp-photo-1 bbox=[584, 2023, 951, 2280]
accident-story bbox=[393, 634, 1151, 916]
headline: पीटीओ रेहाना बानो व चालक नौशाद निलंबन से परिवहन विभाग में मचा हड़कंप bbox=[1164, 144, 1520, 198]
salon-arrest-story bbox=[543, 1044, 1175, 1333]
registration-crosshair-icon bbox=[1487, 2358, 1513, 2377]
color-swatch bbox=[725, 2358, 751, 2377]
browser-e-icon bbox=[16, 78, 37, 101]
lead-headline: योगी सरकार की ज़ीरो टॉलरेंस नीति का दिखा असर bbox=[436, 144, 1107, 186]
color-swatch bbox=[535, 2358, 561, 2377]
pto-portrait-photo bbox=[688, 227, 827, 386]
article-body: मातृभूमि सेवा मिशन धर्मक्षेत्र-कुरुक्षेत्र हरियाणा की इकाई रायबरेली की ओर से आयोजित अंतरराष्ट्रीय श्रीमद्भगवद्गीता जयंती समारोह का पावन कार्यक्रम 1 दिसंबर को प्रात: 6 बजे शहीद स्थल परिसर, मुंशीगंज के पास नदी तट पर आयोजित किया गया है। गीता जयंती पर अध्यात्म और ज्ञान का अद्वितीय समारोह देखने को मिलेगा। समारोह की अध्यक्षता वृंदावन धाम से पधारे प्रख्यात श्रीमद्भागवद् कथा वाचक, आचार्य पंडित गोपाल शरण जी महाराज करेंगे। कार्यक्रम की अध्यक्षता करते हुए मुख्य वक्ता के रूप में गोपाल शरण जी 21वीं सदी में श्रीमद्भगवद्गीता की उपयोगिता, नैतिक दर्शन और जीवन-पथ निर्देशन पर विस्तार से संबोधित करेंगे। उनका दिव्य प्रवचन आधुनिक मानव को गीता के शाश्वत संदेश से जोड़ने का मार्ग प्रशस्त करेगा। आयोजन में सहयोग कटेया फिजिकल अकादमी रायबरेली द्वारा किया जा रहा है, जबकि कार्यक्रम का संचालन मातृभूमि सेवा मिशन, इकाई रायबरेली परिवार के सदस्यों द्वारा किया जाएगा। इकाई के संयोजक प्रदीप पांडेय ने बताया कि मोक्षदा एकादशी के दिव्य अवसर पर आयोजित यह समारोह गीता के प्रति जनजागरण और नैतिक चेतना प्रसार का अद्वितीय मंच बनेगा। bbox=[1170, 951, 1514, 1144]
event-banner bbox=[393, 1926, 1526, 1961]
headline: एसआईआर के दृष्टिगत रविवार को भी खुलेंगे परिषदीय विद्यालय bbox=[27, 910, 331, 950]
headline: सलोन पुलिस ने ग्राम प्रधान सहित दो को किया गिरफ्तार bbox=[543, 1048, 1063, 1077]
